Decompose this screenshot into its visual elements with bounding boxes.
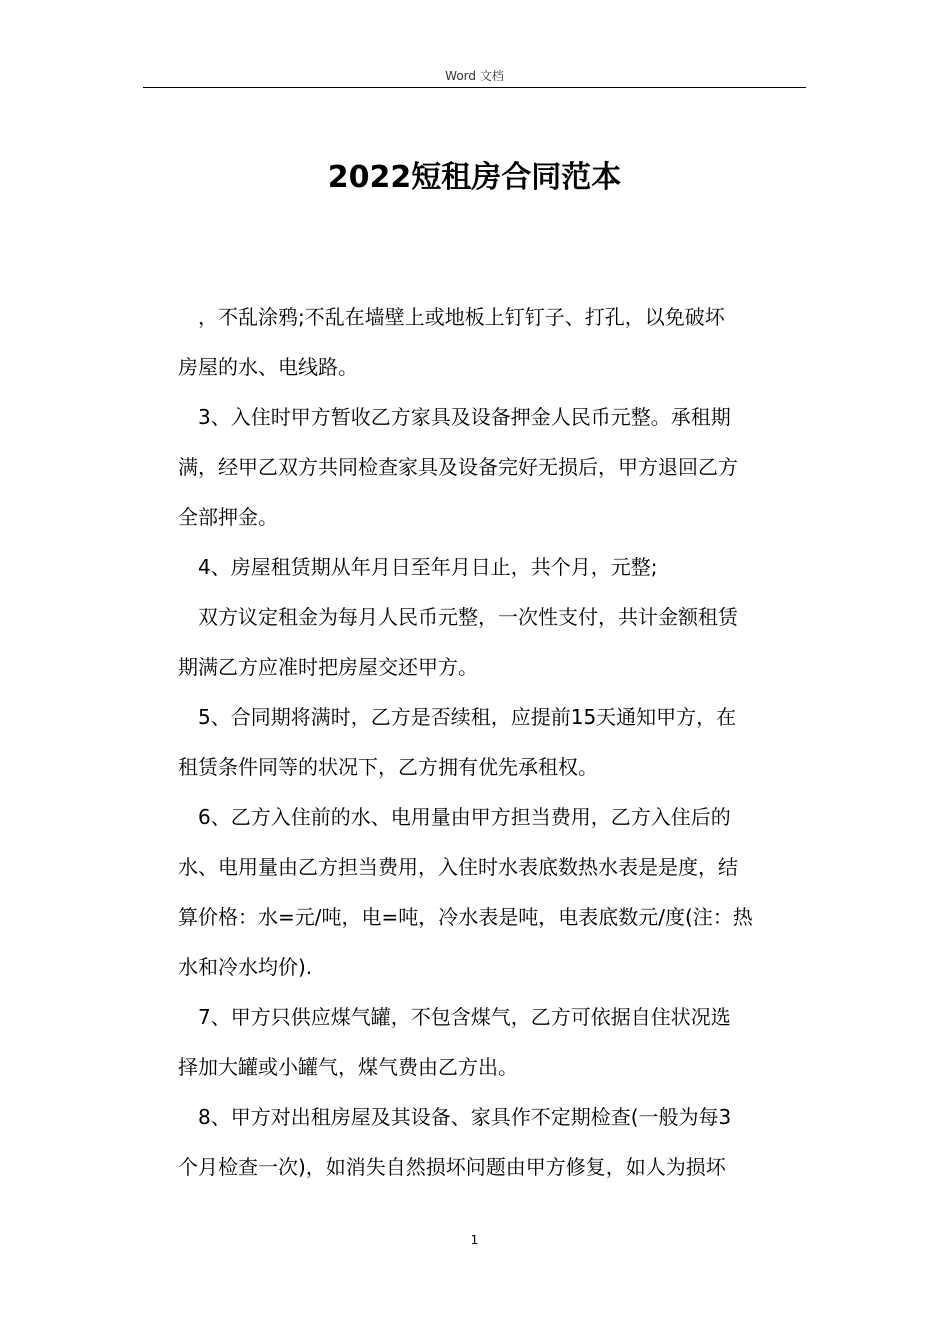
body-line: 5、合同期将满时，乙方是否续租，应提前15天通知甲方，在 [198,705,737,729]
body-line: 择加大罐或小罐气，煤气费由乙方出。 [178,1055,518,1079]
body-line: ，不乱涂鸦;不乱在墙壁上或地板上钉钉子、打孔，以免破坏 [198,305,725,329]
body-line: 算价格：水=元/吨，电=吨，冷水表是吨，电表底数元/度(注：热 [178,905,753,929]
page-number: 1 [470,1233,479,1247]
body-line: 3、入住时甲方暂收乙方家具及设备押金人民币元整。承租期 [198,405,731,429]
document-body [178,292,808,1192]
body-line: 期满乙方应准时把房屋交还甲方。 [178,655,478,679]
body-line: 房屋的水、电线路。 [178,355,358,379]
page-header: Word 文档 [445,69,504,83]
body-line: 7、甲方只供应煤气罐，不包含煤气，乙方可依据自住状况选 [198,1005,731,1029]
body-line: 4、房屋租赁期从年月日至年月日止，共个月，元整; [198,555,658,579]
body-line: 租赁条件同等的状况下，乙方拥有优先承租权。 [178,755,598,779]
body-line: 个月检查一次)，如消失自然损坏问题由甲方修复，如人为损坏 [178,1155,726,1179]
body-line: 水、电用量由乙方担当费用，入住时水表底数热水表是是度，结 [178,855,738,879]
body-line: 全部押金。 [178,505,278,529]
document-title: 2022短租房合同范本 [327,160,622,195]
body-line: 6、乙方入住前的水、电用量由甲方担当费用，乙方入住后的 [198,805,731,829]
body-line: 双方议定租金为每月人民币元整，一次性支付，共计金额租赁 [198,605,738,629]
body-line: 8、甲方对出租房屋及其设备、家具作不定期检查(一般为每3 [198,1105,732,1129]
body-line: 水和冷水均价). [178,955,313,979]
header-divider [143,87,806,88]
body-line: 满，经甲乙双方共同检查家具及设备完好无损后，甲方退回乙方 [178,455,738,479]
